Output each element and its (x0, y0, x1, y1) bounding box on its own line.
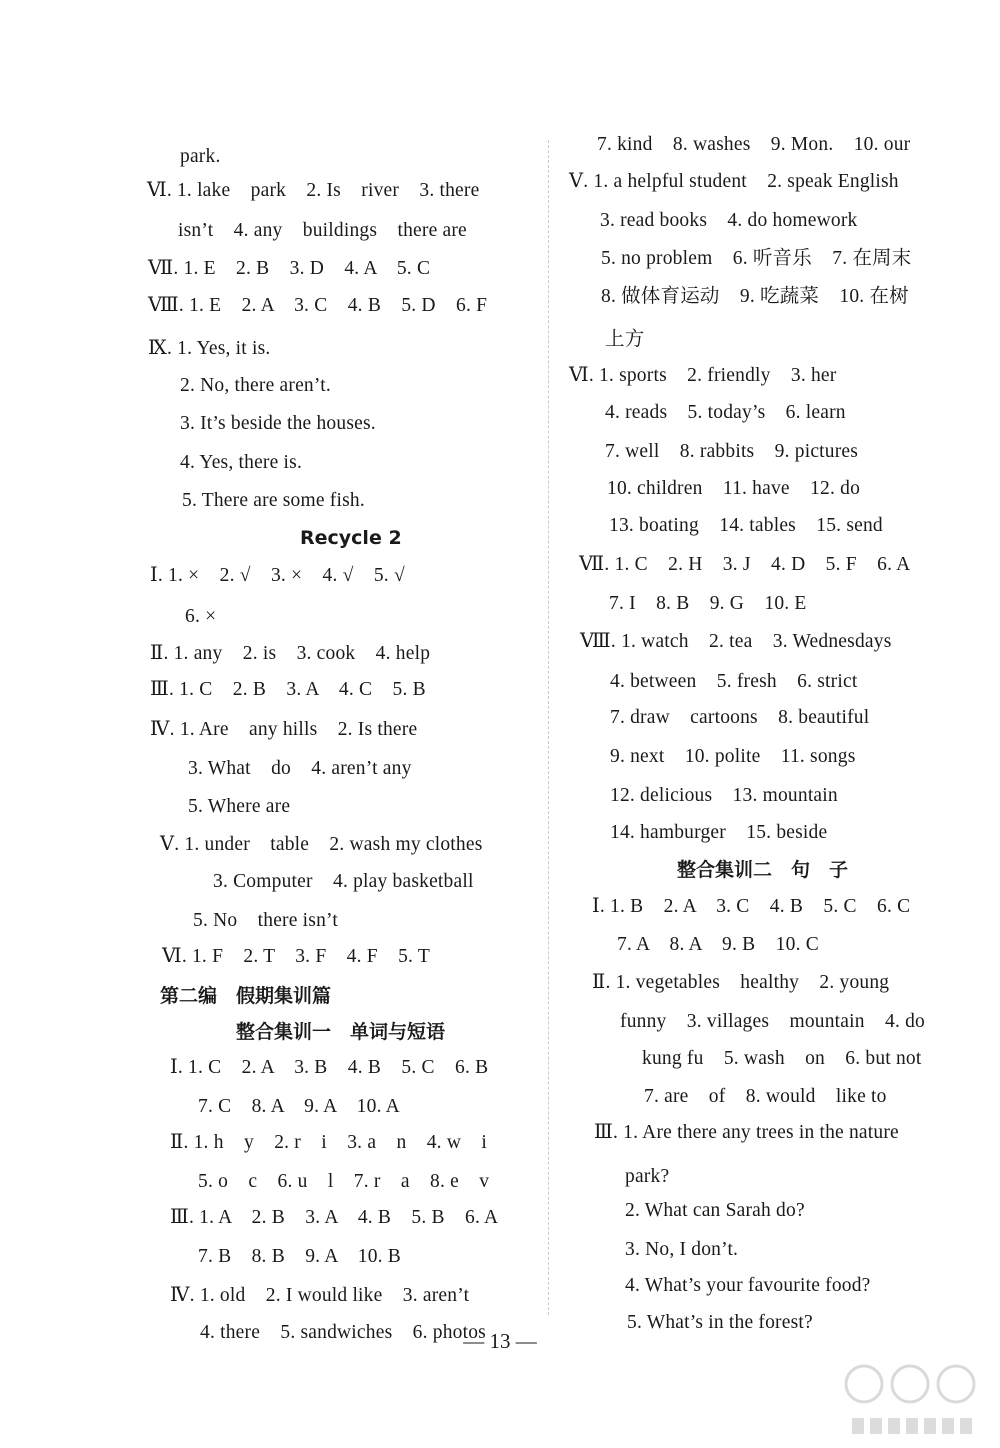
watermark-graphic (842, 1354, 992, 1442)
answer-line: 4. there 5. sandwiches 6. photos (200, 1322, 486, 1343)
answer-line: 4. What’s your favourite food? (625, 1275, 871, 1296)
answer-line: 5. What’s in the forest? (627, 1312, 813, 1333)
answer-line: Ⅰ. 1. C 2. A 3. B 4. B 5. C 6. B (170, 1057, 489, 1078)
answer-line: 3. What do 4. aren’t any (188, 758, 412, 779)
answer-line: Ⅵ. 1. sports 2. friendly 3. her (569, 365, 837, 386)
answer-line: Ⅱ. 1. h y 2. r i 3. a n 4. w i (170, 1132, 488, 1153)
answer-line: Ⅸ. 1. Yes, it is. (148, 338, 271, 359)
answer-line: 5. No there isn’t (193, 910, 338, 931)
answer-line: Ⅷ. 1. watch 2. tea 3. Wednesdays (580, 631, 892, 652)
answer-line: Ⅱ. 1. vegetables healthy 2. young (592, 972, 890, 993)
answer-line: Ⅰ. 1. B 2. A 3. C 4. B 5. C 6. C (592, 896, 911, 917)
answer-line: 12. delicious 13. mountain (610, 785, 838, 806)
answer-line: 8. 做体育运动 9. 吃蔬菜 10. 在树 (601, 286, 909, 307)
answer-line: 5. no problem 6. 听音乐 7. 在周末 (601, 248, 912, 269)
part-heading: 第二编 假期集训篇 (160, 985, 332, 1007)
answer-line: 10. children 11. have 12. do (607, 478, 861, 499)
answer-line: Ⅳ. 1. Are any hills 2. Is there (150, 719, 418, 740)
answer-line: 2. No, there aren’t. (180, 375, 331, 396)
answer-line: Ⅲ. 1. C 2. B 3. A 4. C 5. B (150, 679, 426, 700)
answer-line: 7. I 8. B 9. G 10. E (609, 593, 807, 614)
answer-line: 3. It’s beside the houses. (180, 413, 376, 434)
answer-line: Ⅳ. 1. old 2. I would like 3. aren’t (170, 1285, 470, 1306)
answer-line: 7. C 8. A 9. A 10. A (198, 1096, 400, 1117)
page-number: — 13 — (463, 1329, 537, 1353)
answer-line: 13. boating 14. tables 15. send (609, 515, 883, 536)
watermark-logo (842, 1354, 992, 1442)
answer-line: 4. Yes, there is. (180, 452, 303, 473)
answer-line: 9. next 10. polite 11. songs (610, 746, 856, 767)
section-heading: 整合集训一 单词与短语 (236, 1021, 446, 1043)
answer-line: Ⅲ. 1. Are there any trees in the nature (594, 1122, 899, 1143)
answer-line: kung fu 5. wash on 6. but not (642, 1048, 922, 1069)
answer-line: isn’t 4. any buildings there are (178, 220, 467, 241)
answer-line: 7. well 8. rabbits 9. pictures (605, 441, 859, 462)
answer-line: 7. kind 8. washes 9. Mon. 10. our (597, 134, 911, 155)
answer-line: Ⅶ. 1. C 2. H 3. J 4. D 5. F 6. A (579, 554, 911, 575)
answer-line: 5. Where are (188, 796, 291, 817)
answer-line: 5. o c 6. u l 7. r a 8. e v (198, 1171, 490, 1192)
answer-line: Ⅵ. 1. lake park 2. Is river 3. there (147, 180, 480, 201)
answer-line: Ⅵ. 1. F 2. T 3. F 4. F 5. T (162, 946, 430, 967)
answer-line: 上方 (605, 329, 645, 350)
answer-line: 7. B 8. B 9. A 10. B (198, 1246, 401, 1267)
answer-line: Ⅱ. 1. any 2. is 3. cook 4. help (150, 643, 431, 664)
answer-line: 2. What can Sarah do? (625, 1200, 805, 1221)
section-heading: 整合集训二 句 子 (677, 859, 849, 881)
answer-line: 6. × (185, 606, 217, 627)
answer-line: funny 3. villages mountain 4. do (620, 1011, 926, 1032)
answer-line: Ⅷ. 1. E 2. A 3. C 4. B 5. D 6. F (148, 295, 488, 316)
answer-line: 7. A 8. A 9. B 10. C (617, 934, 819, 955)
column-divider (548, 140, 549, 1315)
answer-line: 3. No, I don’t. (625, 1239, 739, 1260)
answer-line: 3. read books 4. do homework (600, 210, 858, 231)
answer-line: Ⅰ. 1. × 2. √ 3. × 4. √ 5. √ (150, 565, 405, 586)
answer-line: 7. are of 8. would like to (644, 1086, 887, 1107)
answer-line: 3. Computer 4. play basketball (213, 871, 474, 892)
answer-line: Ⅶ. 1. E 2. B 3. D 4. A 5. C (148, 258, 431, 279)
answer-line: 7. draw cartoons 8. beautiful (610, 707, 870, 728)
answer-line: Ⅴ. 1. a helpful student 2. speak English (569, 171, 899, 192)
section-heading: Recycle 2 (300, 527, 402, 549)
answer-line: 4. between 5. fresh 6. strict (610, 671, 858, 692)
answer-line: Ⅴ. 1. under table 2. wash my clothes (160, 834, 483, 855)
answer-line: 5. There are some fish. (182, 490, 365, 511)
answer-line: park. (180, 146, 221, 167)
answer-line: 14. hamburger 15. beside (610, 822, 828, 843)
answer-line: park? (625, 1166, 670, 1187)
answer-line: Ⅲ. 1. A 2. B 3. A 4. B 5. B 6. A (170, 1207, 499, 1228)
answer-line: 4. reads 5. today’s 6. learn (605, 402, 846, 423)
